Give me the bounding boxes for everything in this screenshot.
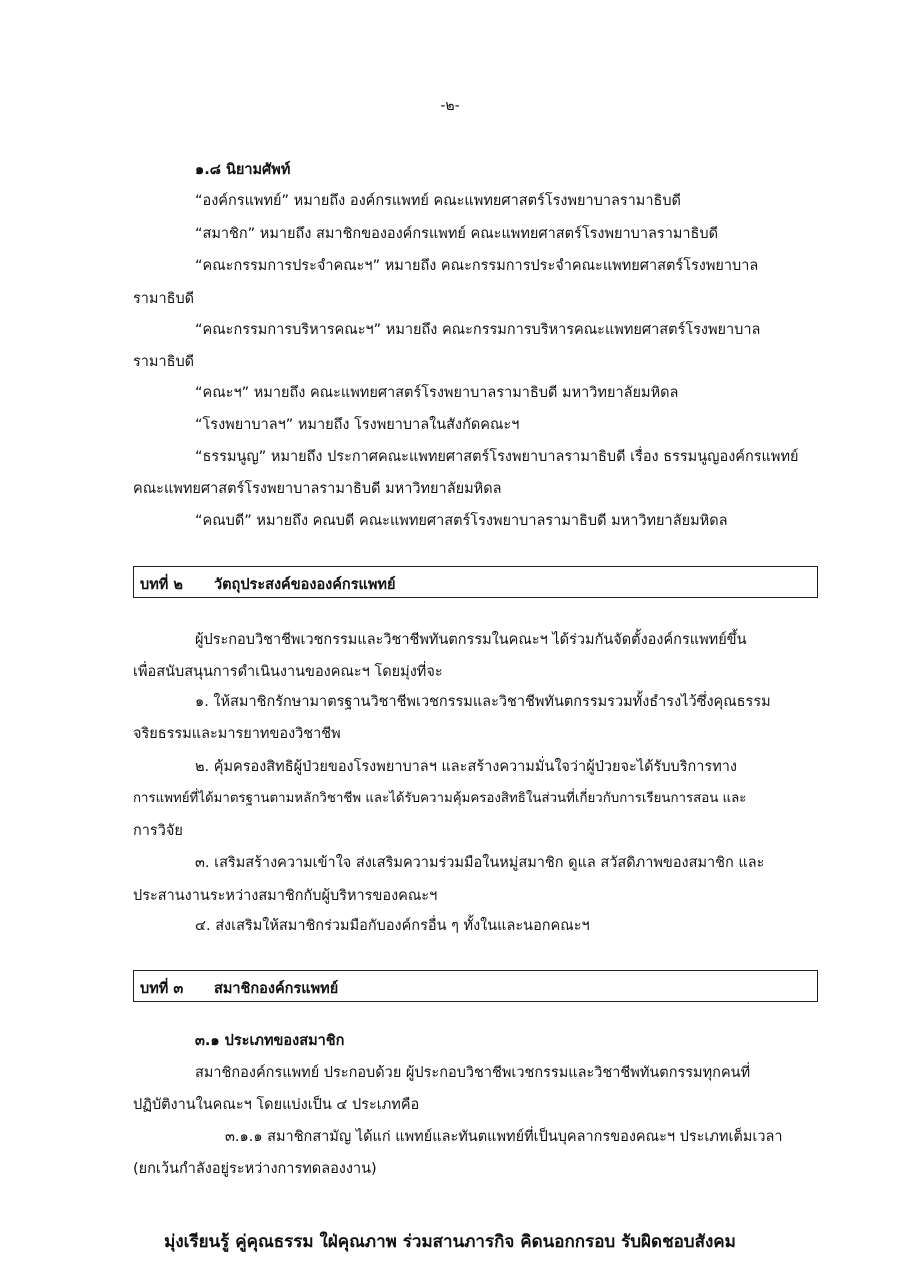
chapter-2-label: บทที่ ๒ (140, 577, 183, 593)
definition-line: “คณะกรรมการบริหารคณะฯ” หมายถึง คณะกรรมการบริหารคณะแพทยศาสตร์โรงพยาบาล (195, 322, 761, 338)
chapter-2-line: ๔. ส่งเสริมให้สมาชิกร่วมมือกับองค์กรอื่น ๆ ทั้งในและนอกคณะฯ (195, 918, 590, 934)
chapter-2-line: ประสานงานระหว่างสมาชิกกับผู้บริหารของคณะฯ (133, 888, 438, 904)
chapter-3-line: ๓.๑.๑ สมาชิกสามัญ ได้แก่ แพทย์และทันตแพทย์ที่เป็นบุคลากรของคณะฯ ประเภทเต็มเวลา (225, 1129, 783, 1145)
chapter-2-line: การแพทย์ที่ได้มาตรฐานตามหลักวิชาชีพ และได้รับความคุ้มครองสิทธิในส่วนที่เกี่ยวกับการเรียนการสอน และ (133, 791, 747, 806)
chapter-2-line: เพื่อสนับสนุนการดำเนินงานของคณะฯ โดยมุ่งที่จะ (133, 664, 443, 680)
chapter-2-line: ๒. คุ้มครองสิทธิผู้ป่วยของโรงพยาบาลฯ และสร้างความมั่นใจว่าผู้ป่วยจะได้รับบริการทาง (195, 759, 738, 775)
definition-line: “องค์กรแพทย์” หมายถึง องค์กรแพทย์ คณะแพทยศาสตร์โรงพยาบาลรามาธิบดี (195, 193, 681, 209)
definition-line: “คณะกรรมการประจำคณะฯ” หมายถึง คณะกรรมการประจำคณะแพทยศาสตร์โรงพยาบาล (195, 258, 759, 274)
definition-line: “คณบดี” หมายถึง คณบดี คณะแพทยศาสตร์โรงพยาบาลรามาธิบดี มหาวิทยาลัยมหิดล (195, 513, 728, 529)
definition-line: “คณะฯ” หมายถึง คณะแพทยศาสตร์โรงพยาบาลรามาธิบดี มหาวิทยาลัยมหิดล (195, 385, 679, 401)
definition-line: “สมาชิก” หมายถึง สมาชิกขององค์กรแพทย์ คณะแพทยศาสตร์โรงพยาบาลรามาธิบดี (195, 226, 719, 242)
chapter-2-line: การวิจัย (133, 823, 183, 839)
chapter-3-label: บทที่ ๓ (140, 981, 184, 997)
footer-motto: มุ่งเรียนรู้ คู่คุณธรรม ใฝ่คุณภาพ ร่วมสานภารกิจ คิดนอกกรอบ รับผิดชอบสังคม (164, 1232, 736, 1252)
page-number: -๒- (440, 98, 460, 114)
definition-line: รามาธิบดี (133, 354, 195, 370)
chapter-3-line: (ยกเว้นกำลังอยู่ระหว่างการทดลองงาน) (133, 1161, 377, 1177)
chapter-3-heading: ๓.๑ ประเภทของสมาชิก (195, 1033, 345, 1049)
chapter-2-line: ผู้ประกอบวิชาชีพเวชกรรมและวิชาชีพทันตกรรมในคณะฯ ได้ร่วมกันจัดตั้งองค์กรแพทย์ขึ้น (195, 632, 747, 648)
chapter-2-header (133, 566, 818, 598)
chapter-3-title: สมาชิกองค์กรแพทย์ (214, 981, 339, 997)
chapter-2-title: วัตถุประสงค์ขององค์กรแพทย์ (214, 577, 396, 593)
chapter-3-line: สมาชิกองค์กรแพทย์ ประกอบด้วย ผู้ประกอบวิชาชีพเวชกรรมและวิชาชีพทันตกรรมทุกคนที่ (195, 1065, 751, 1081)
definitions-heading: ๑.๘ นิยามศัพท์ (195, 162, 291, 178)
chapter-3-header (133, 970, 818, 1002)
chapter-3-line: ปฏิบัติงานในคณะฯ โดยแบ่งเป็น ๔ ประเภทคือ (133, 1097, 420, 1113)
definition-line: “ธรรมนูญ” หมายถึง ประกาศคณะแพทยศาสตร์โรงพยาบาลรามาธิบดี เรื่อง ธรรมนูญองค์กรแพทย์ (195, 449, 799, 465)
chapter-2-line: ๑. ให้สมาชิกรักษามาตรฐานวิชาชีพเวชกรรมและวิชาชีพทันตกรรมรวมทั้งธำรงไว้ซึ่งคุณธรรม (195, 694, 771, 710)
definition-line: “โรงพยาบาลฯ” หมายถึง โรงพยาบาลในสังกัดคณะฯ (195, 417, 520, 433)
definition-line: รามาธิบดี (133, 291, 195, 307)
chapter-2-line: ๓. เสริมสร้างความเข้าใจ ส่งเสริมความร่วมมือในหมู่สมาชิก ดูแล สวัสดิภาพของสมาชิก และ (195, 855, 765, 871)
definition-line: คณะแพทยศาสตร์โรงพยาบาลรามาธิบดี มหาวิทยาลัยมหิดล (133, 481, 502, 497)
chapter-2-line: จริยธรรมและมารยาทของวิชาชีพ (133, 726, 341, 742)
